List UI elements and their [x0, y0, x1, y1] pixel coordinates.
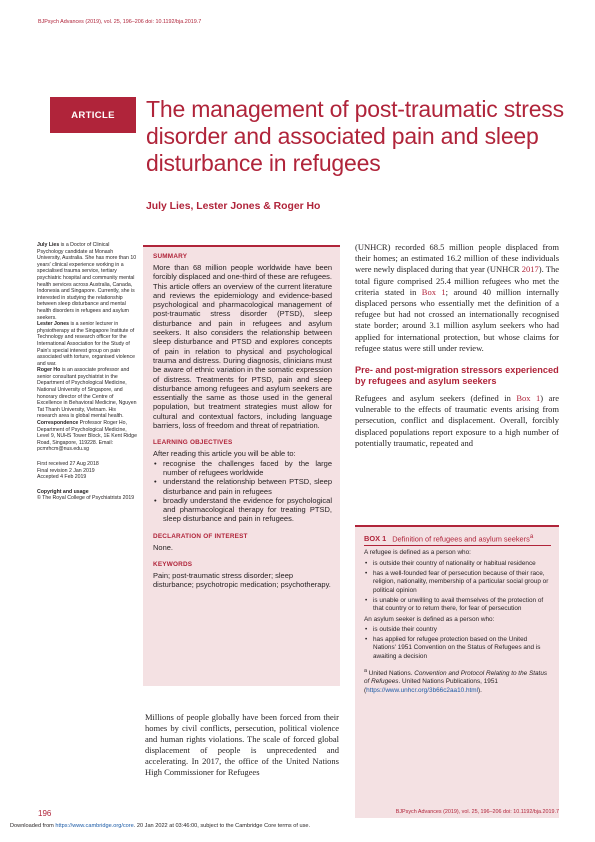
box-reference-link[interactable]: Box 1 [516, 393, 541, 404]
list-item: • recognise the challenges faced by the large number of refugees worldwide [163, 459, 332, 478]
bio-name: Lester Jones [37, 321, 70, 328]
text: ; around 40 million internally displaced persons who essentially met the definition of a refugee but had not crossed an internationally recognised state border; around 3.1 million asylum seekers who had applied for international protection, but whose claims for refugee status were still under review. [355, 286, 559, 353]
box-reference-link[interactable]: Box 1 [421, 286, 446, 297]
bio-name: Roger Ho [37, 367, 61, 374]
bio-lies [37, 242, 137, 321]
copyright-text: © The Royal College of Psychiatrists 2019 [37, 495, 135, 502]
text: Refugees and asylum seekers (defined in [355, 393, 517, 404]
text: ). [478, 686, 482, 694]
footer-citation: BJPsych Advances (2019), vol. 25, 196–206 doi: 10.1192/bja.2019.7 [395, 809, 559, 815]
list-item: • is outside their country [373, 626, 551, 634]
citation-link[interactable]: 2017 [521, 264, 539, 275]
keywords-text: Pain; post-traumatic stress disorder; sleep disturbance; psychotropic medication; psychotherapy. [153, 571, 331, 590]
correspondence-label: Correspondence [37, 420, 79, 427]
summary-text: More than 68 million people worldwide have been forcibly displaced and one-third of these are refugees. This article offers an overview of the current literature and reviews the epidemiology and evidence-based psychological and pharmacological management of post-traumatic stress disorder (PTSD), sleep disturbance and pain in refugees and asylum seekers. It also considers the relationship between sleep disturbance and PTSD and explores concepts of pain in relation to physical and psychological trauma and distress. During diagnosis, clinicians must be aware of ethnic variation in the somatic expression of distress. Treatments for PTSD, pain and sleep disturbance among refugees and asylum seekers are essentially the same as those used in the general population, but treatment strategies must allow for cultural and contextual factors, including language barriers, loss of freedom and threat of repatriation. [153, 263, 332, 431]
box-1-definitions [355, 525, 559, 818]
bio-name: July Lies [37, 242, 60, 248]
author-list: July Lies, Lester Jones & Roger Ho [146, 201, 321, 212]
correspondence [37, 420, 137, 453]
summary-box [143, 245, 340, 686]
learning-objectives-list [153, 459, 332, 524]
text: . United Nations Publications, 1951 ( [364, 678, 498, 694]
author-bios-column [37, 242, 137, 502]
list-item: • is outside their country of nationality or habitual residence [373, 560, 551, 568]
box-label: BOX 1 [364, 534, 387, 544]
cambridge-core-link[interactable]: https://www.cambridge.org/core [55, 823, 134, 829]
learning-objectives-intro: After reading this article you will be able to: [153, 449, 296, 459]
asylum-definition-intro: An asylum seeker is defined as a person who: [364, 615, 495, 623]
box-footnote [364, 667, 551, 695]
list-item: • understand the relationship between PTSD, sleep disturbance and pain in refugees [163, 477, 332, 496]
list-item: • broadly understand the evidence for psychological and pharmacological therapy for treating PTSD, sleep disturbance and pain in refugees. [163, 496, 332, 524]
refugee-criteria-list [364, 560, 551, 614]
text: Convention and Protocol Relating to the Status of Refugees [364, 670, 548, 686]
declaration-heading: DECLARATION OF INTEREST [153, 532, 248, 540]
text: ). The total figure comprised 25.4 million refugees who met the criteria stated in [355, 264, 559, 297]
accepted-date: Accepted 4 Feb 2019 [37, 474, 87, 481]
learning-objectives-heading: LEARNING OBJECTIVES [153, 439, 233, 447]
reference-url-link[interactable]: https://www.unhcr.org/3b66c2aa10.html [366, 686, 479, 694]
copyright-heading: Copyright and usage [37, 488, 89, 495]
paragraph [355, 242, 559, 354]
received-date: First received 27 Aug 2018 [37, 461, 99, 467]
footnote-marker: a [364, 668, 367, 675]
paragraph [355, 393, 559, 449]
divider [364, 545, 551, 546]
refugee-definition-intro: A refugee is defined as a person who: [364, 549, 471, 557]
section-heading: Pre- and post-migration stressors experienced by refugees and asylum seekers [355, 365, 559, 387]
text: Downloaded from [10, 823, 56, 829]
revision-date: Final revision 2 Jan 2019 [37, 467, 95, 474]
body-text-left: Millions of people globally have been forced from their homes by civil conflicts, persecution, political violence and human rights violations. The scale of forced global displacement of people is unprecedented and accelerating. In 2017, the office of the United Nations High Commissioner for Refugees [145, 712, 339, 778]
running-header-citation: BJPsych Advances (2019), vol. 25, 196–206 doi: 10.1192/bja.2019.7 [38, 19, 202, 25]
summary-heading: SUMMARY [153, 253, 188, 260]
bio-text: is a senior lecturer in physiotherapy at the Singapore Institute of Technology and research officer for the International Association for the Study of Pain's special interest group on pain associated with torture, organised violence and war. [37, 321, 136, 367]
asylum-criteria-list [364, 626, 551, 661]
bio-text: is a Doctor of Clinical Psychology candidate at Monash University, Australia. She has more than 10 years' clinical experience working in a specialised trauma service, tertiary psychiatric hospital and community mental health services across Australia, Canada, Indonesia and Singapore. Currently, she is interested in studying the relationship between sleep disturbance and mental health disorders in refugees and asylum seekers. [37, 242, 137, 321]
declaration-text: None. [153, 542, 174, 552]
download-notice [10, 823, 310, 829]
footnote-marker: a [529, 533, 534, 540]
correspondence-text: Professor Roger Ho, Department of Psychological Medicine, Level 9, NUHS Tower Block, 1E Kent Ridge Road, Singapore, 119228. Email: pcmrhcm@nus.edu.sg [37, 420, 137, 453]
page-number: 196 [38, 809, 52, 818]
body-text-right [355, 242, 559, 449]
bio-ho [37, 367, 137, 420]
list-item: • is unable or unwilling to avail themselves of the protection of that country or to return there, for fear of persecution [373, 597, 551, 614]
keywords-heading: KEYWORDS [153, 561, 193, 569]
list-item: • has applied for refugee protection based on the United Nations' 1951 Convention on the Status of Refugees and is awaiting a decision [373, 636, 551, 661]
article-title: The management of post-traumatic stress disorder and associated pain and sleep disturbance in refugees [146, 96, 564, 176]
box-title-text: Definition of refugees and asylum seekers [392, 534, 530, 544]
box-1-title [364, 532, 551, 543]
article-type-badge: ARTICLE [50, 97, 136, 133]
list-item: • has a well-founded fear of persecution because of their race, religion, nationality, membership of a particular social group or political opinion [373, 570, 551, 595]
text: ) are vulnerable to the effects of traumatic events arising from persecution, conflict and displacement. Overall, forcibly displaced populations report exposure to a high number of potentially traumatic, repeated and [355, 393, 559, 448]
bio-text: is an associate professor and senior consultant psychiatrist in the Department of Psychological Medicine, National University of Singapore, and honorary director of the Centre of Excellence in Behavioral Medicine, Nguyen Tat Thanh University, Vietnam. His research area is global mental health. [37, 367, 137, 420]
text: . 20 Jan 2022 at 03:46:00, subject to the Cambridge Core terms of use. [133, 823, 311, 829]
bio-jones [37, 321, 137, 367]
text: United Nations. [366, 670, 415, 678]
text: (UNHCR) recorded 68.5 million people displaced from their homes; an estimated 16.2 million of these individuals were newly displaced during that year (UNHCR [355, 242, 559, 275]
